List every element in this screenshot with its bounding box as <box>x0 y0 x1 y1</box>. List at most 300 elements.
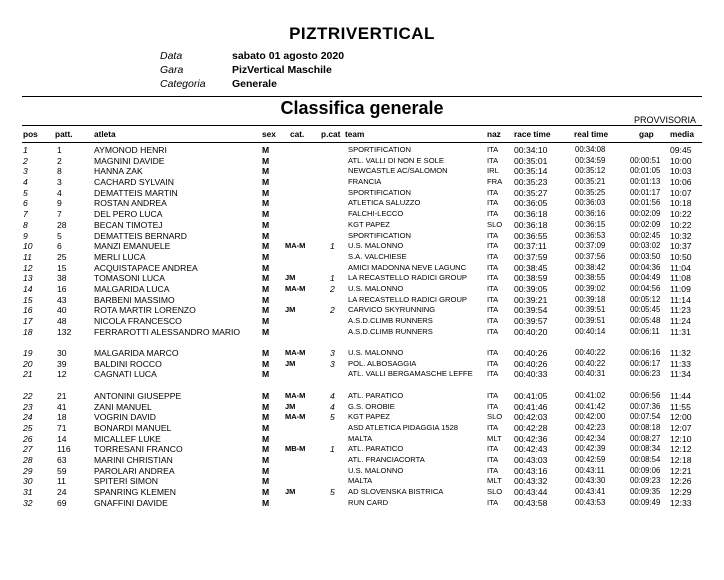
cell-real-time: 00:36:16 <box>575 209 606 219</box>
cell-bib: 16 <box>57 283 67 294</box>
cell-bib: 4 <box>57 187 62 198</box>
cell-athlete-name: ROTA MARTIR LORENZO <box>94 305 196 316</box>
cell-nation: ITA <box>487 155 499 165</box>
table-row <box>0 231 724 242</box>
cell-gap: 00:07:54 <box>630 412 661 422</box>
cell-rank: 18 <box>23 326 33 337</box>
cell-nation: SLO <box>487 487 503 497</box>
cell-athlete-name: MALGARIDA LUCA <box>94 283 170 294</box>
cell-rank: 31 <box>23 487 33 498</box>
cell-real-time: 00:38:42 <box>575 262 606 272</box>
cell-athlete-name: SPANRING KLEMEN <box>94 487 176 498</box>
cell-real-time: 00:40:22 <box>575 348 606 358</box>
cell-team: FALCHI-LECCO <box>348 209 404 219</box>
cell-athlete-name: MERLI LUCA <box>94 251 146 262</box>
cell-sex: M <box>262 348 270 359</box>
cell-real-time: 00:43:41 <box>575 487 606 497</box>
cell-real-time: 00:43:30 <box>575 476 606 486</box>
cell-athlete-name: VOGRIN DAVID <box>94 412 156 423</box>
col-race-time: race time <box>514 129 551 139</box>
cell-athlete-name: DEL PERO LUCA <box>94 209 163 220</box>
cell-bib: 25 <box>57 251 67 262</box>
cell-rank: 1 <box>23 145 28 155</box>
cell-bib: 63 <box>57 454 67 465</box>
cell-gap: 00:06:17 <box>630 358 661 368</box>
cell-nation: ITA <box>487 294 499 304</box>
cell-athlete-name: ACQUISTAPACE ANDREA <box>94 262 198 273</box>
cell-gap: 00:01:17 <box>630 187 661 197</box>
status-label: PROVVISORIA <box>634 115 697 125</box>
cell-nation: ITA <box>487 262 499 272</box>
cell-real-time: 00:42:59 <box>575 454 606 464</box>
cell-pace: 10:32 <box>670 230 692 241</box>
cell-real-time: 00:35:25 <box>575 187 606 197</box>
cell-rank: 13 <box>23 273 33 284</box>
table-row <box>0 263 724 274</box>
cell-team: POL. ALBOSAGGIA <box>348 358 417 368</box>
section-title: Classifica generale <box>280 98 444 118</box>
col-patt: patt. <box>55 129 73 139</box>
table-row <box>0 498 724 509</box>
cell-athlete-name: ROSTAN ANDREA <box>94 198 167 209</box>
cell-nation: ITA <box>487 145 499 154</box>
cell-category: MA-M <box>285 241 306 251</box>
cell-pace: 11:55 <box>670 401 691 412</box>
cell-rank: 20 <box>23 358 33 369</box>
cell-race-time: 00:42:28 <box>514 422 548 433</box>
cell-sex: M <box>262 369 270 380</box>
cell-nation: ITA <box>487 422 499 432</box>
cell-pace: 10:07 <box>670 187 692 198</box>
cell-nation: MLT <box>487 433 502 443</box>
cell-sex: M <box>262 358 270 369</box>
cell-sex: M <box>262 209 270 220</box>
table-row <box>0 305 724 316</box>
cell-sex: M <box>262 316 270 326</box>
cell-athlete-name: PAROLARI ANDREA <box>94 465 175 476</box>
cell-rank: 17 <box>23 316 33 326</box>
cell-gap: 00:02:45 <box>630 230 661 240</box>
cell-bib: 2 <box>57 155 62 166</box>
col-real-time: real time <box>574 129 609 139</box>
cell-category: JM <box>285 358 296 368</box>
table-row <box>0 177 724 188</box>
cell-rank: 11 <box>23 251 32 262</box>
cell-sex: M <box>262 412 270 423</box>
table-row <box>0 166 724 177</box>
table-row <box>0 391 724 402</box>
cell-gap: 00:03:02 <box>630 241 661 251</box>
cell-gap: 00:01:56 <box>630 198 661 208</box>
cell-bib: 11 <box>57 476 66 487</box>
cell-nation: IRL <box>487 166 499 176</box>
cell-athlete-name: FERRAROTTI ALESSANDRO MARIO <box>94 326 241 337</box>
cell-real-time: 00:39:51 <box>575 316 606 325</box>
cell-gap: 00:09:06 <box>630 465 661 475</box>
cell-rank: 2 <box>23 155 28 166</box>
table-row <box>0 412 724 423</box>
table-row <box>0 295 724 306</box>
cell-gap: 00:02:09 <box>630 219 661 229</box>
cell-sex: M <box>262 273 270 284</box>
cell-pace: 10:22 <box>670 209 692 220</box>
cell-real-time: 00:35:12 <box>575 166 606 176</box>
cell-rank: 32 <box>23 497 33 508</box>
cell-gap: 00:06:23 <box>630 369 661 379</box>
table-row <box>0 423 724 434</box>
cell-real-time: 00:39:18 <box>575 294 606 304</box>
table-row <box>0 487 724 498</box>
cell-bib: 1 <box>57 145 62 155</box>
cell-category-rank: 2 <box>330 283 335 294</box>
cell-bib: 7 <box>57 209 62 220</box>
cell-pace: 11:23 <box>670 305 691 316</box>
cell-rank: 29 <box>23 465 33 476</box>
cell-gap: 00:06:16 <box>630 348 661 358</box>
cell-bib: 116 <box>57 444 71 455</box>
cell-gap: 00:06:11 <box>630 326 660 336</box>
cell-bib: 30 <box>57 348 67 359</box>
cell-bib: 71 <box>57 422 67 433</box>
col-gap: gap <box>639 129 654 139</box>
cell-real-time: 00:35:21 <box>575 177 606 187</box>
cell-gap: 00:05:48 <box>630 316 661 325</box>
cell-gap: 00:01:13 <box>630 177 661 187</box>
cell-team: S.A. VALCHIESE <box>348 251 407 261</box>
cell-bib: 15 <box>57 262 67 273</box>
cell-real-time: 00:42:34 <box>575 433 606 443</box>
cell-category-rank: 2 <box>330 305 335 316</box>
cell-category-rank: 4 <box>330 401 335 412</box>
table-row <box>0 359 724 370</box>
cell-pace: 11:31 <box>670 326 691 337</box>
cell-team: RUN CARD <box>348 497 389 507</box>
cell-bib: 43 <box>57 294 67 305</box>
cell-nation: ITA <box>487 454 499 464</box>
cell-real-time: 00:42:00 <box>575 412 606 422</box>
cell-rank: 3 <box>23 166 28 177</box>
cell-race-time: 00:42:36 <box>514 433 548 444</box>
cell-team: U.S. MALONNO <box>348 348 404 358</box>
table-row <box>0 434 724 445</box>
cell-sex: M <box>262 198 270 209</box>
col-cat: cat. <box>290 129 305 139</box>
cell-rank: 28 <box>23 454 33 465</box>
cell-athlete-name: BONARDI MANUEL <box>94 422 172 433</box>
cell-gap: 00:03:50 <box>630 251 661 261</box>
cell-athlete-name: DEMATTEIS BERNARD <box>94 230 187 241</box>
cell-pace: 10:37 <box>670 241 692 252</box>
cell-real-time: 00:42:39 <box>575 444 606 454</box>
cell-gap: 00:09:23 <box>630 476 661 486</box>
col-team: team <box>345 129 365 139</box>
table-row <box>0 273 724 284</box>
cell-pace: 11:32 <box>670 348 691 359</box>
cell-nation: SLO <box>487 219 503 229</box>
event-title: PIZTRIVERTICAL <box>289 24 435 43</box>
cell-team: SPORTIFICATION <box>348 187 412 197</box>
cell-athlete-name: BECAN TIMOTEJ <box>94 219 163 230</box>
table-row <box>0 327 724 348</box>
cell-nation: ITA <box>487 358 499 368</box>
cell-athlete-name: AYMONOD HENRI <box>94 145 167 155</box>
cell-category: JM <box>285 273 296 283</box>
cell-pace: 10:22 <box>670 219 692 230</box>
cell-athlete-name: CACHARD SYLVAIN <box>94 177 174 188</box>
cell-nation: ITA <box>487 241 499 251</box>
col-naz: naz <box>487 129 501 139</box>
cell-real-time: 00:34:08 <box>575 145 606 154</box>
cell-bib: 9 <box>57 198 62 209</box>
cell-nation: ITA <box>487 198 499 208</box>
cell-gap: 00:00:51 <box>630 155 661 165</box>
cell-team: MALTA <box>348 433 373 443</box>
cell-category-rank: 3 <box>330 358 335 369</box>
cell-bib: 5 <box>57 230 62 241</box>
cell-race-time: 00:36:18 <box>514 209 548 220</box>
cell-gap: 00:09:49 <box>630 497 661 507</box>
cell-athlete-name: ZANI MANUEL <box>94 401 152 412</box>
table-row <box>0 252 724 263</box>
cell-rank: 12 <box>23 262 33 273</box>
cell-pace: 11:14 <box>670 294 691 305</box>
cell-athlete-name: DEMATTEIS MARTIN <box>94 187 178 198</box>
cell-pace: 12:07 <box>670 422 692 433</box>
cell-athlete-name: HANNA ZAK <box>94 166 143 177</box>
table-row <box>0 188 724 199</box>
cell-real-time: 00:38:55 <box>575 273 606 283</box>
cell-sex: M <box>262 305 270 316</box>
cell-athlete-name: TORRESANI FRANCO <box>94 444 183 455</box>
cell-pace: 12:21 <box>670 465 692 476</box>
cell-rank: 24 <box>23 412 33 423</box>
cell-sex: M <box>262 187 270 198</box>
cell-race-time: 00:43:32 <box>514 476 548 487</box>
cell-category: MA-M <box>285 412 306 422</box>
cell-race-time: 00:39:57 <box>514 316 548 326</box>
cell-gap: 00:04:56 <box>630 283 661 293</box>
cell-team: ASD ATLETICA PIDAGGIA 1528 <box>348 422 459 432</box>
cell-pace: 09:45 <box>670 145 692 155</box>
cell-nation: FRA <box>487 177 503 187</box>
cell-category: MB-M <box>285 444 306 454</box>
cell-rank: 15 <box>23 294 33 305</box>
cell-athlete-name: MARINI CHRISTIAN <box>94 454 173 465</box>
cell-real-time: 00:36:15 <box>575 219 606 229</box>
cell-bib: 39 <box>57 358 67 369</box>
cell-sex: M <box>262 155 270 166</box>
cell-real-time: 00:43:11 <box>575 465 605 475</box>
cell-athlete-name: SPITERI SIMON <box>94 476 158 487</box>
cell-pace: 12:26 <box>670 476 692 487</box>
cell-team: A.S.D.CLIMB RUNNERS <box>348 316 433 325</box>
cell-athlete-name: GNAFFINI DAVIDE <box>94 497 168 508</box>
cell-category-rank: 5 <box>330 487 335 498</box>
cell-pace: 10:06 <box>670 177 692 188</box>
cell-rank: 19 <box>23 348 33 359</box>
cell-sex: M <box>262 497 270 508</box>
cell-team: U.S. MALONNO <box>348 241 404 251</box>
cell-team: ATL. VALLI BERGAMASCHE LEFFE <box>348 369 473 379</box>
cell-rank: 8 <box>23 219 28 230</box>
cell-team: KGT PAPEZ <box>348 412 390 422</box>
cell-rank: 22 <box>23 390 33 401</box>
cell-nation: ITA <box>487 348 499 358</box>
cell-sex: M <box>262 230 270 241</box>
cell-rank: 9 <box>23 230 28 241</box>
table-row <box>0 402 724 413</box>
cell-team: MALTA <box>348 476 373 486</box>
col-pcat: p.cat <box>321 129 341 139</box>
cell-sex: M <box>262 401 270 412</box>
cell-sex: M <box>262 454 270 465</box>
cell-bib: 38 <box>57 273 67 284</box>
cell-gap: 00:04:36 <box>630 262 661 272</box>
cell-team: FRANCIA <box>348 177 382 187</box>
cell-race-time: 00:37:11 <box>514 241 547 252</box>
cell-real-time: 00:43:53 <box>575 497 606 507</box>
cell-athlete-name: CAGNATI LUCA <box>94 369 157 380</box>
cell-race-time: 00:43:58 <box>514 497 548 508</box>
cell-bib: 59 <box>57 465 67 476</box>
cell-team: A.S.D.CLIMB RUNNERS <box>348 326 433 336</box>
table-row <box>0 476 724 487</box>
header-divider-bottom <box>22 142 702 143</box>
col-pos: pos <box>23 129 38 139</box>
table-row <box>0 284 724 295</box>
table-row <box>0 466 724 477</box>
cell-real-time: 00:34:59 <box>575 155 606 165</box>
cell-nation: ITA <box>487 251 499 261</box>
cell-pace: 11:34 <box>670 369 691 380</box>
cell-category: MA-M <box>285 283 306 293</box>
cell-team: LA RECASTELLO RADICI GROUP <box>348 273 468 283</box>
cell-athlete-name: NICOLA FRANCESCO <box>94 316 182 326</box>
cell-nation: ITA <box>487 390 499 400</box>
cell-nation: ITA <box>487 230 499 240</box>
cell-race-time: 00:41:05 <box>514 390 548 401</box>
cell-real-time: 00:42:23 <box>575 422 606 432</box>
results-table <box>0 145 724 508</box>
cell-team: ATL. PARATICO <box>348 390 404 400</box>
cell-team: SPORTIFICATION <box>348 230 412 240</box>
cell-nation: ITA <box>487 326 499 336</box>
table-header <box>0 129 724 141</box>
cell-rank: 30 <box>23 476 33 487</box>
cell-team: ATL. VALLI DI NON E SOLE <box>348 155 444 165</box>
cell-nation: MLT <box>487 476 502 486</box>
cell-race-time: 00:36:55 <box>514 230 548 241</box>
cell-athlete-name: MICALLEF LUKE <box>94 433 161 444</box>
col-sex: sex <box>262 129 276 139</box>
cell-sex: M <box>262 294 270 305</box>
cell-gap: 00:08:18 <box>630 422 661 432</box>
cell-sex: M <box>262 262 270 273</box>
cell-real-time: 00:41:42 <box>575 401 606 411</box>
cell-sex: M <box>262 487 270 498</box>
cell-real-time: 00:36:03 <box>575 198 606 208</box>
cell-race-time: 00:42:03 <box>514 412 548 423</box>
cell-category-rank: 4 <box>330 390 335 401</box>
cell-pace: 12:18 <box>670 454 692 465</box>
cell-rank: 10 <box>23 241 33 252</box>
cell-sex: M <box>262 283 270 294</box>
table-row <box>0 348 724 359</box>
cell-sex: M <box>262 251 270 262</box>
cell-nation: ITA <box>487 283 499 293</box>
cell-athlete-name: MAGNINI DAVIDE <box>94 155 165 166</box>
cell-category-rank: 1 <box>330 273 335 284</box>
cell-race-time: 00:40:26 <box>514 348 548 359</box>
cell-rank: 27 <box>23 444 33 455</box>
cell-gap: 00:05:12 <box>630 294 661 304</box>
cell-pace: 11:08 <box>670 273 691 284</box>
cell-pace: 12:10 <box>670 433 692 444</box>
cell-pace: 10:18 <box>670 198 692 209</box>
cell-rank: 14 <box>23 283 33 294</box>
cell-bib: 41 <box>57 401 67 412</box>
cell-gap: 00:06:56 <box>630 390 661 400</box>
cell-real-time: 00:37:09 <box>575 241 606 251</box>
cell-race-time: 00:42:43 <box>514 444 548 455</box>
table-row <box>0 209 724 220</box>
cell-nation: ITA <box>487 497 499 507</box>
cell-pace: 12:33 <box>670 497 692 508</box>
cell-pace: 12:12 <box>670 444 692 455</box>
cell-pace: 11:44 <box>670 390 691 401</box>
cell-sex: M <box>262 390 270 401</box>
cell-rank: 7 <box>23 209 28 220</box>
cell-team: KGT PAPEZ <box>348 219 390 229</box>
cell-pace: 12:00 <box>670 412 692 423</box>
cell-category: MA-M <box>285 390 306 400</box>
cell-sex: M <box>262 219 270 230</box>
table-row <box>0 316 724 327</box>
cell-race-time: 00:39:05 <box>514 283 548 294</box>
cell-team: ATL. FRANCIACORTA <box>348 454 425 464</box>
cell-real-time: 00:37:56 <box>575 251 606 261</box>
cell-athlete-name: ANTONINI GIUSEPPE <box>94 390 182 401</box>
cell-athlete-name: MANZI EMANUELE <box>94 241 171 252</box>
cell-category: JM <box>285 487 296 497</box>
cell-race-time: 00:40:20 <box>514 326 548 337</box>
cell-sex: M <box>262 241 270 252</box>
cell-category-rank: 5 <box>330 412 335 423</box>
col-media: media <box>670 129 694 139</box>
meta-race-value: PizVertical Maschile <box>232 64 332 76</box>
cell-sex: M <box>262 444 270 455</box>
cell-sex: M <box>262 465 270 476</box>
cell-team: U.S. MALONNO <box>348 465 404 475</box>
cell-team: ATLETICA SALUZZO <box>348 198 421 208</box>
table-row <box>0 145 724 156</box>
cell-sex: M <box>262 422 270 433</box>
cell-rank: 25 <box>23 422 33 433</box>
cell-team: AMICI MADONNA NEVE LAGUNC <box>348 262 467 272</box>
cell-athlete-name: MALGARIDA MARCO <box>94 348 179 359</box>
cell-category-rank: 1 <box>330 241 335 252</box>
cell-race-time: 00:38:45 <box>514 262 548 273</box>
cell-athlete-name: TOMASONI LUCA <box>94 273 165 284</box>
cell-bib: 14 <box>57 433 67 444</box>
cell-pace: 11:04 <box>670 262 691 273</box>
table-row <box>0 241 724 252</box>
cell-bib: 12 <box>57 369 67 380</box>
cell-gap: 00:08:54 <box>630 454 661 464</box>
cell-race-time: 00:35:23 <box>514 177 548 188</box>
cell-pace: 11:24 <box>670 316 691 326</box>
cell-sex: M <box>262 145 270 155</box>
